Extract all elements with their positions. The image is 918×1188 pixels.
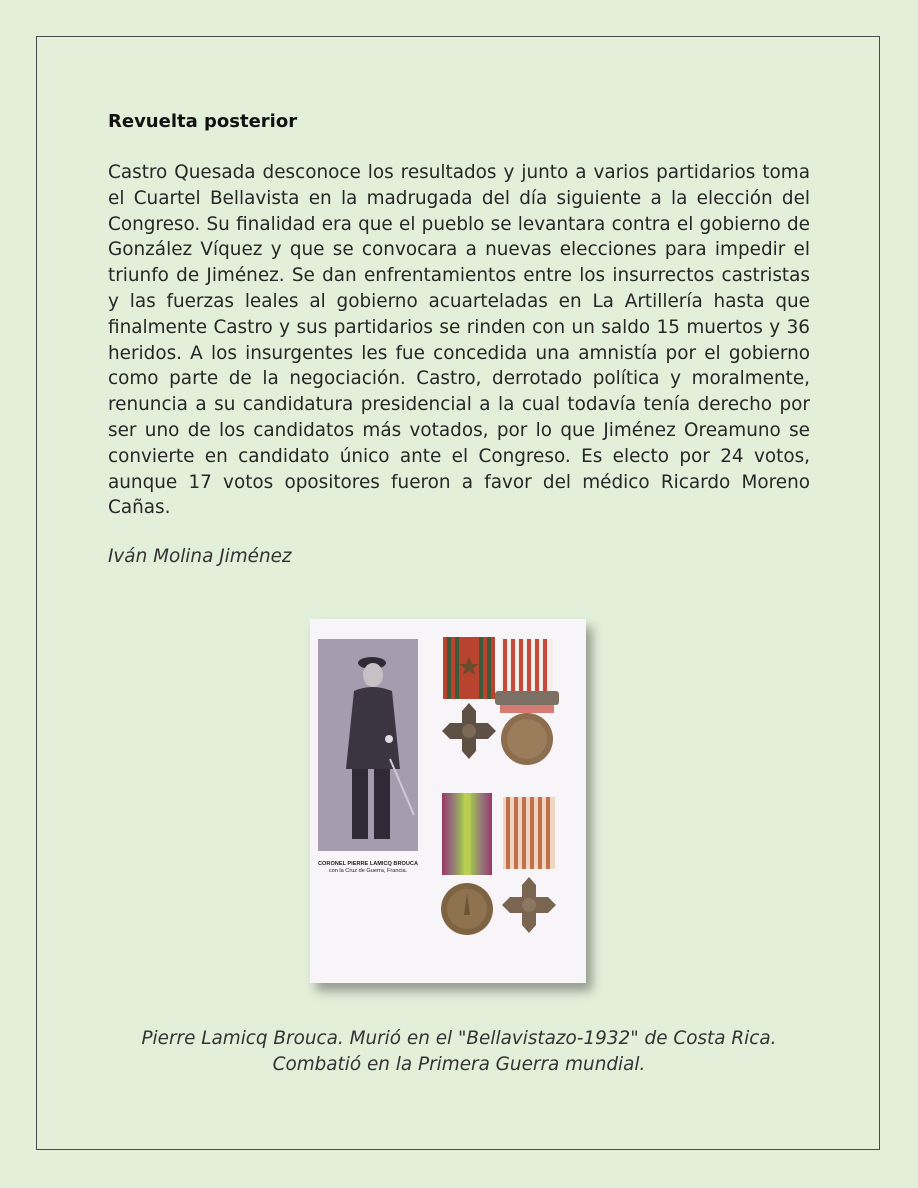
- medals-illustration: [310, 619, 586, 983]
- portrait-caption: [314, 861, 422, 875]
- body-paragraph: Castro Quesada desconoce los resultados y junto a varios partidarios toma el Cuartel Bellavista en la madrugada del día siguiente a la elección del Congreso. Su finalidad era que el pueblo se levantara contra el gobierno de González Víquez y que se convocara a nuevas elecciones para impedir el triunfo de Jiménez. Se dan enfrentamientos entre los insurrectos castristas y las fuerzas leales al gobierno acuarteladas en La Artillería hasta que finalmente Castro y sus partidarios se rinden con un saldo 15 muertos y 36 heridos. A los insurgentes les fue concedida una amnistía por el gobierno como parte de la negociación. Castro, derrotado política y moralmente, renuncia a su candidatura presidencial a la cual todavía tenía derecho por ser uno de los candidatos más votados, por lo que Jiménez Oreamuno se convierte en candidato único ante el Congreso. Es electo por 24 votos, aunque 17 votos opositores fueron a favor del médico Ricardo Moreno Cañas.: [108, 162, 810, 519]
- croix-de-guerre-medal: [442, 637, 496, 759]
- figure-caption: [60, 1026, 858, 1078]
- portrait-caption-name: CORONEL PIERRE LAMICQ BROUCA: [318, 861, 418, 867]
- portrait-caption-detail: con la Cruz de Guerra, Francia.: [328, 868, 408, 874]
- article: [108, 110, 810, 569]
- medals-photo: [310, 619, 586, 983]
- commemorative-medal: [495, 639, 559, 765]
- volunteer-cross-medal: [502, 797, 556, 933]
- caption-line-2: Combatió en la Primera Guerra mundial.: [272, 1054, 646, 1075]
- victory-medal: [441, 793, 493, 935]
- author-name: Iván Molina Jiménez: [108, 546, 292, 568]
- caption-line-1: Pierre Lamicq Brouca. Murió en el "Bellavistazo-1932" de Costa Rica.: [141, 1028, 777, 1049]
- section-heading: Revuelta posterior: [108, 111, 298, 132]
